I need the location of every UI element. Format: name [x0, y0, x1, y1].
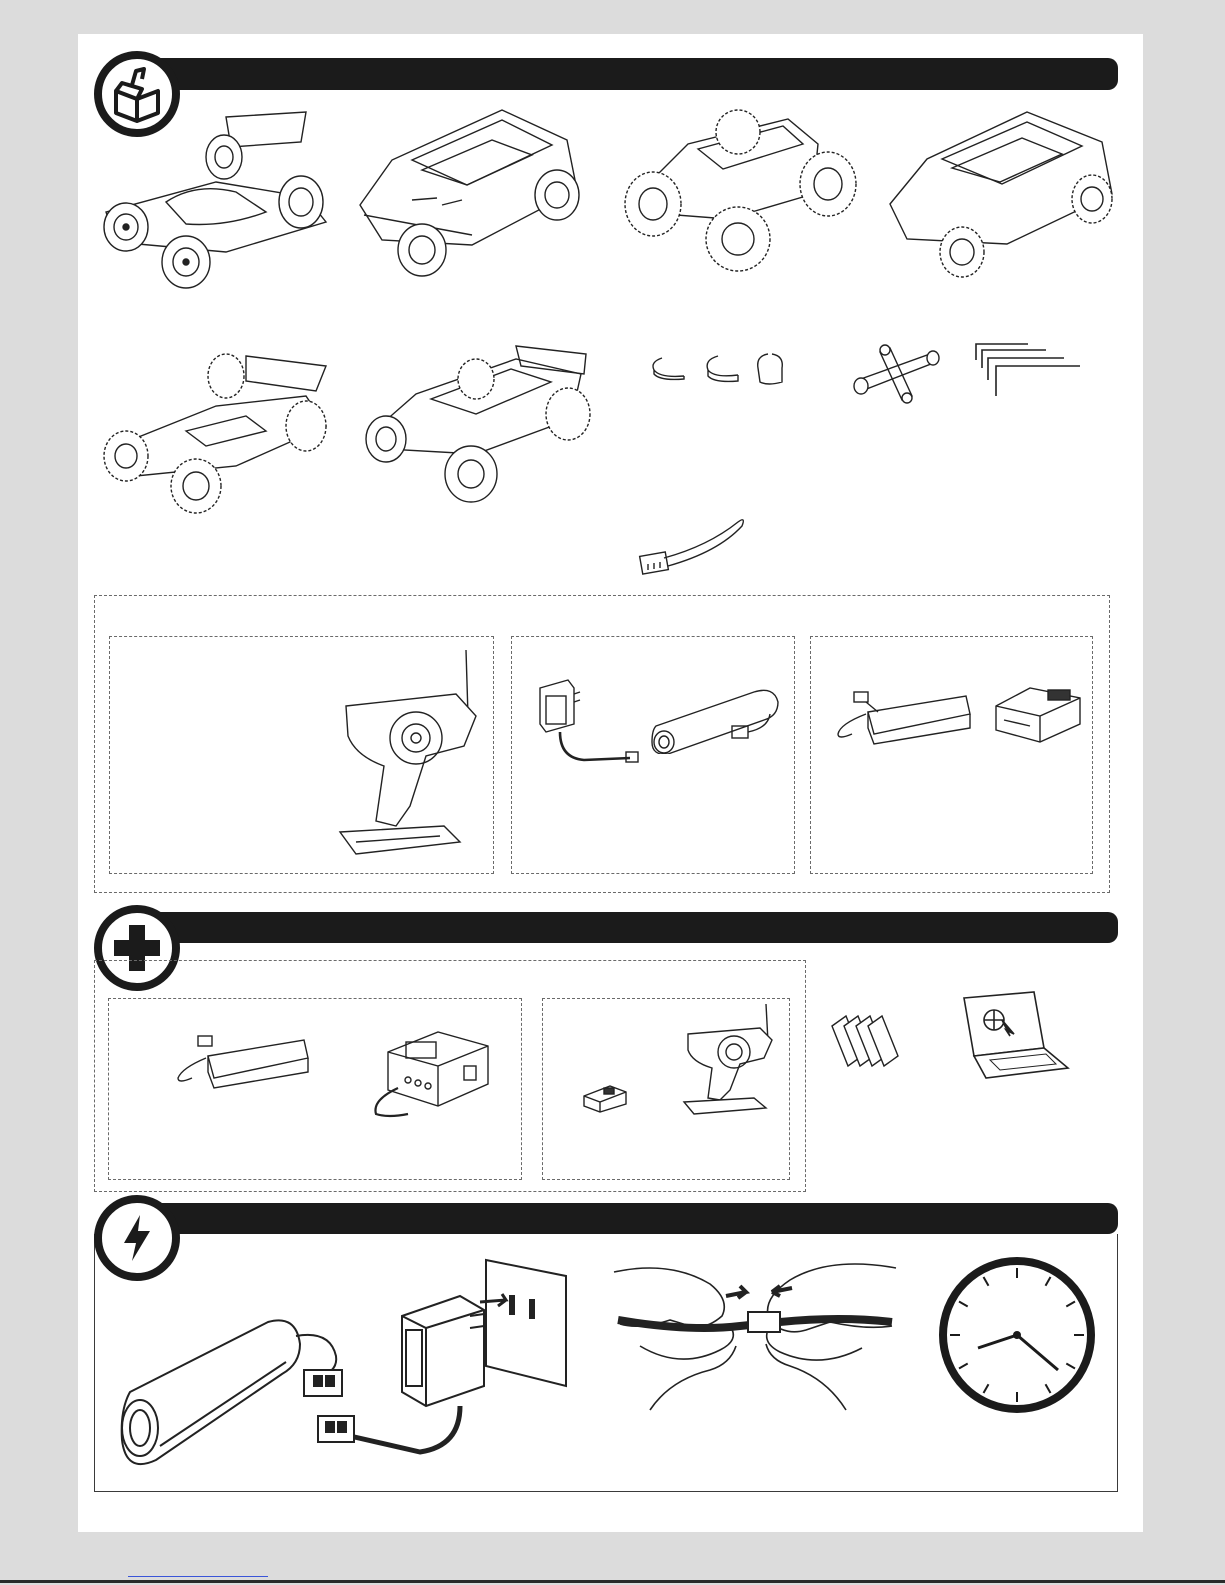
cross-wrench-illustration — [850, 340, 942, 404]
receiver-illustration — [580, 1082, 630, 1114]
lipo-battery-illustration — [830, 684, 974, 750]
required-items-header-bar — [150, 912, 1118, 943]
short-course-truck-2-illustration — [882, 104, 1122, 282]
balance-charger-illustration — [990, 680, 1086, 746]
required-lipo-charger-illustration — [368, 1022, 498, 1122]
footer-link-underline — [128, 1576, 268, 1577]
required-transmitter-illustration — [680, 1002, 780, 1116]
stadium-truck-illustration — [356, 334, 596, 510]
lightning-bolt-icon — [102, 1203, 172, 1273]
nimh-battery-illustration — [648, 682, 784, 754]
aa-batteries-illustration — [826, 1006, 906, 1072]
lipo-charger-box — [810, 636, 1093, 874]
wall-clock-illustration — [938, 1256, 1096, 1414]
charging-badge — [94, 1195, 180, 1281]
laptop-website-illustration — [956, 990, 1072, 1082]
monster-truck-illustration — [618, 104, 858, 274]
body-clips-illustration — [646, 348, 814, 388]
required-lipo-battery-illustration — [172, 1030, 312, 1094]
charge-plug-illustration — [638, 516, 748, 578]
wall-charger-illustration — [534, 674, 642, 770]
transmitter-illustration — [336, 646, 486, 858]
box-contents-header-bar — [150, 58, 1118, 90]
connecting-plugs-hands-illustration — [610, 1260, 900, 1416]
charging-header-bar — [150, 1203, 1118, 1234]
short-course-truck-illustration — [352, 100, 587, 280]
buggy-vehicle-illustration — [96, 102, 336, 292]
wall-charger-plugin-illustration — [310, 1256, 570, 1470]
clock-icon — [938, 1256, 1096, 1414]
nitro-buggy-illustration — [96, 336, 336, 516]
footer-rule — [0, 1580, 1225, 1583]
hex-wrenches-illustration — [972, 340, 1082, 400]
